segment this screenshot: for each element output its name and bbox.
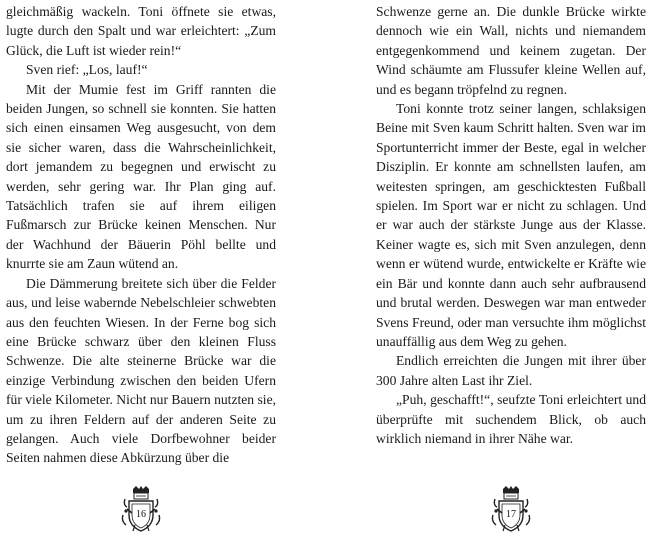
paragraph: gleichmäßig wackeln. Toni öffnete sie etwas, lugte durch den Spalt und war erleichtert: „Zum Glück, die Luft ist wieder rein!“: [6, 4, 276, 58]
paragraph: Endlich erreichten die Jungen mit ihrer über 300 Jahre alten Last ihr Ziel.: [376, 353, 646, 388]
right-page-text: [376, 2, 646, 448]
page-number: 17: [506, 509, 516, 520]
paragraph: Sven rief: „Los, lauf!“: [26, 62, 148, 78]
paragraph: Toni konnte trotz seiner langen, schlaksigen Beine mit Sven kaum Schritt halten. Sven war im Sportunterricht immer der Beste, egal in welcher Disziplin. Er konnte am schnellsten laufen, am weitesten springen, am geschicktesten Fußball spielen. Im Sport war er nicht zu schlagen. Und er war auch der stärkste Junge aus der Klasse. Keiner wagte es, sich mit Sven anzulegen, denn wenn er wütend wurde, entwickelte er Kräfte wie ein Bär und konnte dann auch sehr aufbrausend und brutal werden. Deswegen war man entweder Svens Freund, oder man versuchte ihm möglichst unauffällig aus dem Weg zu gehen.: [376, 101, 646, 349]
paragraph: Mit der Mumie fest im Griff rannten die beiden Jungen, so schnell sie konnten. Sie hatten sich einen einsamen Weg ausgesucht, von dem sie sicher waren, dass die Wahrscheinlichkeit, dort jemandem zu begegnen und erwischt zu werden, sehr gering war. Ihr Plan ging auf. Tatsächlich trafen sie auf ihrem eiligen Fußmarsch zur Brücke keinen Menschen. Nur der Wachhund der Bäuerin Pöhl bellte und knurrte sie am Zaun wütend an.: [6, 81, 276, 272]
page-number-crest: [491, 485, 531, 533]
paragraph: Schwenze gerne an. Die dunkle Brücke wirkte dennoch wie ein Wall, nichts und niemandem entgegenkommend und keinem zugetan. Der Wind schäumte am Flussufer kleine Wellen auf, und es begann tröpfelnd zu regnen.: [376, 4, 646, 97]
left-page-text: [6, 2, 276, 468]
right-page: [329, 0, 658, 541]
paragraph: Die Dämmerung breitete sich über die Felder aus, und leise wabernde Nebelschleier schwebten aus den feuchten Wiesen. In der Ferne bog sich eine Brücke schwarz über den kleinen Fluss Schwenze. Die alte steinerne Brücke war die einzige Verbindung zwischen den beiden Ufern für viele Kilometer. Nicht nur Bauern nutzten sie, um zu ihren Feldern auf der anderen Seite zu gelangen. Auch viele Dorfbewohner beider Seiten nahmen diese Abkürzung über die: [6, 275, 276, 466]
page-number-crest: [121, 485, 161, 533]
paragraph: „Puh, geschafft!“, seufzte Toni erleichtert und überprüfte mit suchendem Blick, ob auch wirklich niemand in ihrer Nähe war.: [376, 392, 646, 446]
page-number: 16: [136, 509, 146, 520]
